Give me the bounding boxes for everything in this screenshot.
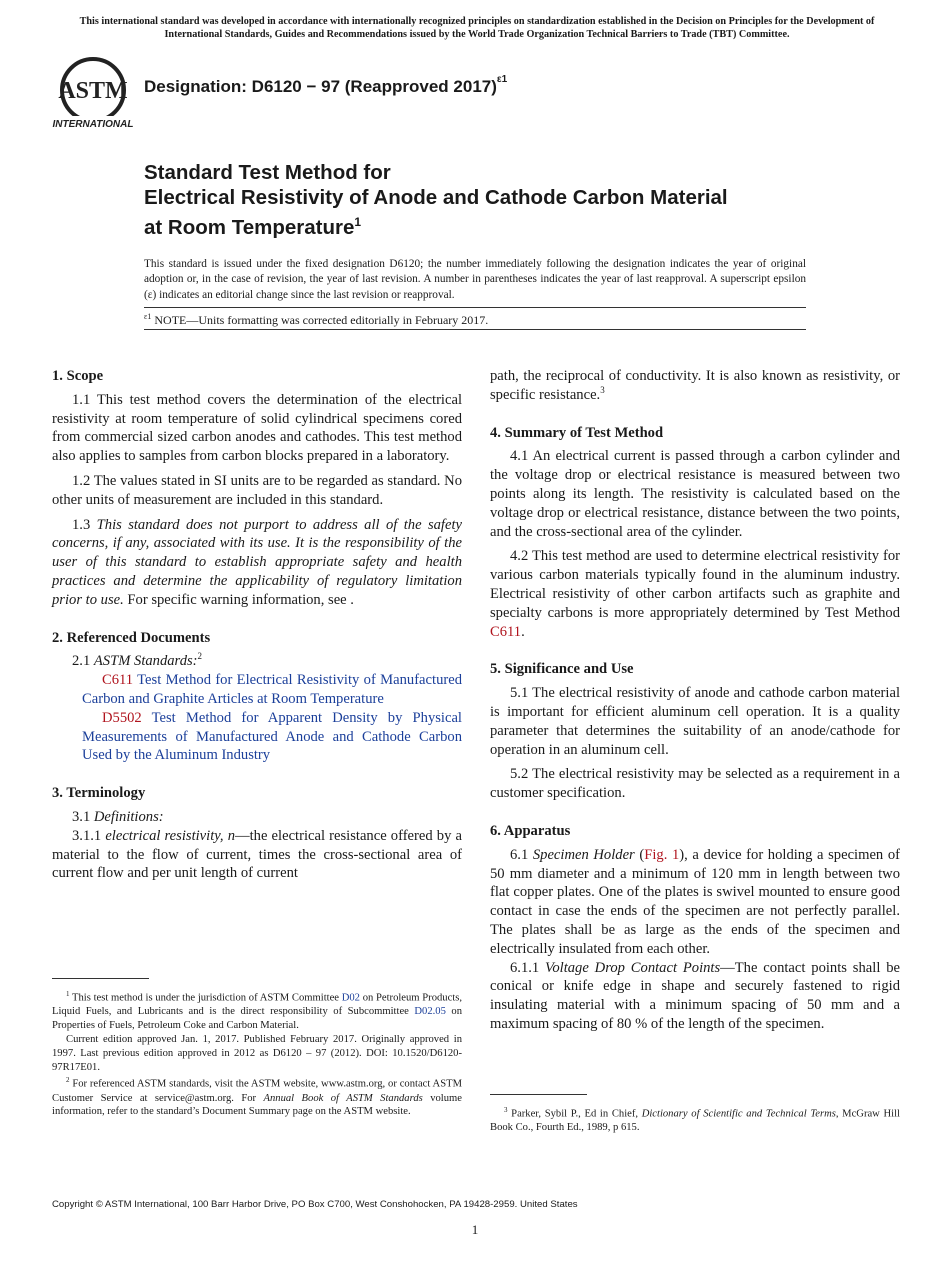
para-1-3-num: 1.3 bbox=[72, 516, 97, 533]
para-6-1-num: 6.1 bbox=[510, 846, 533, 863]
designation-text: Designation: D6120 − 97 (Reapproved 2017) bbox=[144, 77, 497, 96]
para-6-1-text: ), a device for holding a specimen of 50 mm diameter and a minimum of 120 mm in length between two flat copper plates. One of the plates is swivel mounted to ensure good contact in case the ends of the specimen are not perfectly parallel. The plates shall be as large as the ends of the specimen and electrically insulated from each other. bbox=[490, 846, 900, 957]
section-3-heading: 3. Terminology bbox=[52, 785, 146, 802]
para-2-1-num: 2.1 bbox=[72, 653, 94, 670]
designation bbox=[144, 74, 508, 97]
ref-c611[interactable] bbox=[52, 671, 462, 709]
ref-d5502-code[interactable]: D5502 bbox=[102, 709, 142, 726]
para-4-2-end: . bbox=[521, 623, 525, 640]
para-6-1-1 bbox=[490, 959, 900, 1034]
top-notice: This international standard was developed in accordance with internationally recognized principles on standardization established in the Decision on Principles for the Development of International Standards, Guides and Recommendations issued by the World Trade Organization Technical Barriers to Trade (TBT) Committee. bbox=[79, 16, 875, 40]
logo-wordmark: INTERNATIONAL bbox=[52, 119, 134, 130]
footnote-2 bbox=[52, 1074, 462, 1119]
footnotes-left bbox=[52, 988, 462, 1119]
footnote-3-b: , McGraw Hill Book Co., Fourth Ed., 1989, p 615. bbox=[490, 1108, 900, 1134]
para-6-1 bbox=[490, 846, 900, 959]
issued-statement: This standard is issued under the fixed designation D6120; the number immediately following the designation indicates the year of original adoption or, in the case of revision, the year of last revision. A number in parentheses indicates the year of last reapproval. A superscript epsilon (ε) indicates an editorial change since the last revision or reapproval. bbox=[144, 258, 806, 301]
note-sup: ε1 bbox=[144, 312, 152, 321]
footnote-1-c: on Properties of Fuels, Petroleum Coke and Carbon Material. bbox=[52, 1006, 462, 1032]
para-3-1-italic: Definitions: bbox=[93, 808, 164, 825]
link-fig-1[interactable]: Fig. 1 bbox=[644, 846, 680, 863]
para-6-1-italic: Specimen Holder bbox=[532, 846, 635, 863]
para-5-1: 5.1 The electrical resistivity of anode and cathode carbon material is important for efficient aluminum cell operation. It is a quality parameter that determines the suitability of an anode/cathode for operation in an aluminum cell. bbox=[490, 685, 900, 758]
right-column bbox=[490, 367, 900, 1034]
para-4-2 bbox=[490, 547, 900, 641]
para-4-1: 4.1 An electrical current is passed through a carbon cylinder and the voltage drop or electrical resistance is measured between two points along its length. The resistivity is calculated based on the voltage drop or electrical resistance, distance between the two points, and the cross-sectional area of the cylinder. bbox=[490, 448, 900, 540]
svg-text:ASTM: ASTM bbox=[58, 78, 128, 104]
ref-c611-title[interactable]: Test Method for Electrical Resistivity of Manufactured Carbon and Graphite Articles at Room Temperature bbox=[82, 672, 462, 707]
link-c611[interactable]: C611 bbox=[490, 623, 522, 640]
link-d02-05[interactable]: D02.05 bbox=[414, 1006, 446, 1018]
footnote-2-sup: 2 bbox=[66, 1076, 70, 1085]
title-line-2: Electrical Resistivity of Anode and Cathode Carbon Material bbox=[144, 186, 728, 209]
note-text: NOTE—Units formatting was corrected editorially in February 2017. bbox=[151, 313, 489, 327]
para-3-1-1-num: 3.1.1 bbox=[72, 827, 106, 844]
footnote-3-italic: Dictionary of Scientific and Technical Terms bbox=[641, 1108, 836, 1120]
section-5-heading: 5. Significance and Use bbox=[490, 661, 634, 678]
left-column bbox=[52, 367, 462, 883]
section-6-heading: 6. Apparatus bbox=[490, 822, 571, 839]
divider-top bbox=[144, 307, 806, 308]
footnote-ref-2[interactable]: 2 bbox=[197, 651, 203, 662]
para-4-2-text: 4.2 This test method are used to determine electrical resistivity for various carbon materials typically found in the aluminum industry. Electrical resistivity of other carbon artifacts such as graphite and specialty carbons is more appropriately determined by Test Method bbox=[490, 548, 900, 621]
para-6-1-1-num: 6.1.1 bbox=[510, 959, 546, 976]
footnote-2-italic: Annual Book of ASTM Standards bbox=[263, 1092, 423, 1104]
para-2-1-italic: ASTM Standards: bbox=[93, 653, 198, 670]
para-6-1-1-italic: Voltage Drop Contact Points bbox=[545, 959, 721, 976]
footnote-3 bbox=[490, 1104, 900, 1135]
para-3-1-1-cont bbox=[490, 367, 900, 405]
divider-bottom bbox=[144, 329, 806, 330]
footnote-3-sup: 3 bbox=[504, 1106, 508, 1114]
copyright: Copyright © ASTM International, 100 Barr Harbor Drive, PO Box C700, West Conshohocken, PA 19428-2959. United States bbox=[52, 1199, 578, 1210]
footnotes-right bbox=[490, 1104, 900, 1135]
astm-logo-icon bbox=[52, 56, 134, 132]
page-number: 1 bbox=[471, 1222, 479, 1237]
para-3-1-1-text: —the electrical resistance offered by a material to the flow of current, times the cross-sectional area of current flow and per unit length of current bbox=[52, 827, 462, 882]
para-3-1-1-cont-text: path, the reciprocal of conductivity. It is also known as resistivity, or specific resistance. bbox=[490, 368, 900, 403]
designation-sup: ε1 bbox=[496, 74, 508, 86]
footnote-1-a: This test method is under the jurisdiction of ASTM Committee bbox=[69, 992, 342, 1004]
footnote-3-a: Parker, Sybil P., Ed in Chief, bbox=[507, 1108, 642, 1120]
para-3-1-1 bbox=[52, 827, 462, 883]
footnote-1-sup: 1 bbox=[66, 990, 70, 998]
section-2-heading: 2. Referenced Documents bbox=[52, 629, 211, 646]
title-line-3 bbox=[144, 210, 834, 240]
ref-d5502-title[interactable]: Test Method for Apparent Density by Physical Measurements of Manufactured Anode and Cathode Carbon Used by the Aluminum Industry bbox=[82, 709, 462, 764]
footnote-1-p2: Current edition approved Jan. 1, 2017. Published February 2017. Originally approved in 1997. Last previous edition approved in 2012 as D6120 – 97 (2012). DOI: 10.1520/D6120-97R17E01. bbox=[52, 1033, 462, 1073]
title-footnote-ref[interactable]: 1 bbox=[354, 215, 362, 229]
para-1-2: 1.2 The values stated in SI units are to be regarded as standard. No other units of measurement are included in this standard. bbox=[52, 472, 462, 508]
footnote-2-b: volume information, refer to the standard’s Document Summary page on the ASTM website. bbox=[52, 1092, 462, 1118]
para-3-1-num: 3.1 bbox=[72, 808, 94, 825]
footnote-2-a: For referenced ASTM standards, visit the ASTM website, www.astm.org, or contact ASTM Customer Service at service@astm.org. For bbox=[52, 1078, 462, 1104]
link-d02[interactable]: D02 bbox=[341, 992, 360, 1004]
ref-d5502[interactable] bbox=[52, 709, 462, 765]
para-2-1 bbox=[52, 652, 462, 671]
footnote-1 bbox=[52, 988, 462, 1033]
footnote-1-b: on Petroleum Products, Liquid Fuels, and Lubricants and is the direct responsibility of Subcommittee bbox=[52, 992, 462, 1018]
para-3-1-1-term: electrical resistivity, n bbox=[105, 827, 236, 844]
section-1-heading: 1. Scope bbox=[52, 368, 104, 384]
title-line-1: Standard Test Method for bbox=[144, 161, 391, 184]
section-4-heading: 4. Summary of Test Method bbox=[490, 424, 664, 441]
para-5-2: 5.2 The electrical resistivity may be selected as a requirement in a customer specification. bbox=[490, 766, 900, 802]
para-3-1 bbox=[52, 808, 462, 827]
para-1-3-italic: This standard does not purport to address all of the safety concerns, if any, associated with its use. It is the responsibility of the user of this standard to establish appropriate safety and health practices and determine the applicability of regulatory limitation prior to use. bbox=[52, 516, 462, 608]
para-6-1-open: ( bbox=[634, 846, 645, 863]
ref-c611-code[interactable]: C611 bbox=[102, 672, 134, 689]
footnote-rule-left bbox=[52, 978, 149, 979]
para-1-3 bbox=[52, 516, 462, 610]
para-1-1: 1.1 This test method covers the determination of the electrical resistivity at room temperature of solid cylindrical specimens cored from commercial sized carbon anodes and cathodes. This test method also applies to samples from carbon blocks prepared in a laboratory. bbox=[52, 391, 462, 465]
para-6-1-1-text: —The contact points shall be conical or knife edge in shape and securely fastened to rigid insulating material with a minimum spacing of 50 mm and a maximum spacing of 80 % of the length of the specimen. bbox=[490, 959, 900, 1032]
title-line-3-text: at Room Temperature bbox=[144, 215, 355, 239]
footnote-rule-right bbox=[490, 1094, 587, 1095]
para-1-3-tail: For specific warning information, see . bbox=[123, 591, 354, 608]
editorial-note bbox=[144, 312, 488, 328]
footnote-ref-3[interactable]: 3 bbox=[600, 384, 605, 395]
page-title bbox=[144, 160, 834, 240]
